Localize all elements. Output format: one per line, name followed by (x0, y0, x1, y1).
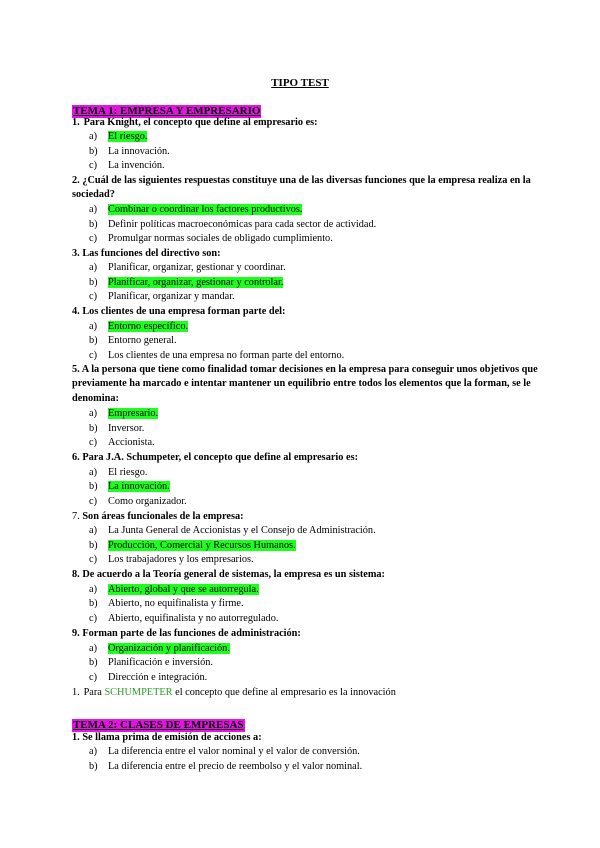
option-text-correct: El riesgo. (108, 131, 148, 142)
option-letter: a) (89, 408, 97, 419)
option-6c (89, 495, 187, 509)
option-7a (89, 524, 376, 538)
option-letter: a) (89, 643, 97, 654)
question-number: 4. (72, 306, 80, 317)
option-text: Abierto, no equifinalista y firme. (108, 598, 244, 609)
option-text: Definir políticas macroeconómicas para cada sector de actividad. (108, 219, 377, 230)
note-highlight: SCHUMPETER (104, 687, 173, 698)
question-text: ¿Cuál de las siguientes respuestas constituye una de las diversas funciones que la empresa realiza en la sociedad? (72, 175, 531, 201)
option-4a (89, 320, 188, 334)
section-heading-tema-1 (72, 101, 261, 117)
option-letter: a) (89, 321, 97, 332)
option-text: La innovación. (108, 146, 170, 157)
question-text: Las funciones del directivo son: (82, 248, 221, 259)
page-title: TIPO TEST (271, 77, 329, 89)
option-text-correct: Empresario. (108, 408, 159, 419)
option-letter: b) (89, 146, 98, 157)
question-text: Los clientes de una empresa forman parte del: (82, 306, 286, 317)
option-letter: a) (89, 525, 97, 536)
question-8 (72, 568, 542, 582)
option-text: Planificar, organizar y mandar. (108, 291, 235, 302)
option-letter: a) (89, 584, 97, 595)
option-text: Inversor. (108, 423, 145, 434)
option-letter: a) (89, 746, 97, 757)
option-text: Los clientes de una empresa no forman parte del entorno. (108, 350, 345, 361)
option-letter: c) (89, 350, 97, 361)
option-letter: c) (89, 437, 97, 448)
tema2-question-1 (72, 731, 542, 745)
note-prefix: Para (83, 687, 102, 698)
option-6a (89, 466, 147, 480)
question-9 (72, 627, 542, 641)
option-text-correct: Combinar o coordinar los factores productivos. (108, 204, 303, 215)
option-4c (89, 349, 344, 363)
option-1c (89, 159, 165, 173)
question-text: Se llama prima de emisión de acciones a: (82, 732, 262, 743)
option-text: Planificación e inversión. (108, 657, 213, 668)
question-2 (72, 174, 542, 203)
option-text: La invención. (108, 160, 165, 171)
option-letter: a) (89, 204, 97, 215)
question-1 (72, 116, 542, 130)
option-8a (89, 583, 259, 597)
option-letter: a) (89, 131, 97, 142)
option-letter: b) (89, 657, 98, 668)
option-letter: b) (89, 598, 98, 609)
section-label: TEMA 2: CLASES DE EMPRESAS (73, 719, 244, 731)
option-7c (89, 553, 254, 567)
option-text-correct: Producción, Comercial y Recursos Humanos. (108, 540, 296, 551)
option-9a (89, 642, 230, 656)
option-1b (89, 145, 170, 159)
question-3 (72, 247, 542, 261)
option-letter: c) (89, 291, 97, 302)
question-number: 1. (72, 732, 80, 743)
option-8b (89, 597, 244, 611)
option-text: Accionista. (108, 437, 155, 448)
option-text-correct: Planificar, organizar, gestionar y controlar. (108, 277, 284, 288)
option-letter: b) (89, 219, 98, 230)
option-letter: a) (89, 467, 97, 478)
option-letter: b) (89, 761, 98, 772)
option-5a (89, 407, 158, 421)
option-text-correct: Organización y planificación. (108, 643, 230, 654)
option-text: El riesgo. (108, 467, 148, 478)
option-text-correct: La innovación. (108, 481, 170, 492)
option-3c (89, 290, 235, 304)
option-letter: c) (89, 554, 97, 565)
question-text: Para Knight, el concepto que define al empresario es: (83, 117, 318, 128)
question-number: 9. (72, 628, 80, 639)
question-text: Son áreas funcionales de la empresa: (82, 511, 244, 522)
option-text: Los trabajadores y los empresarios. (108, 554, 254, 565)
question-5 (72, 363, 542, 406)
option-text-correct: Entorno específico. (108, 321, 189, 332)
option-8c (89, 612, 278, 626)
option-letter: c) (89, 613, 97, 624)
option-text: Dirección e integración. (108, 672, 208, 683)
question-6 (72, 451, 542, 465)
question-number: 6. (72, 452, 80, 463)
option-3b (89, 276, 283, 290)
option-letter: a) (89, 262, 97, 273)
question-number: 5. (72, 364, 80, 375)
option-2c (89, 232, 333, 246)
question-7 (72, 510, 542, 524)
tema2-option-b (89, 760, 362, 774)
question-text: De acuerdo a la Teoría general de sistemas, la empresa es un sistema: (82, 569, 385, 580)
option-letter: c) (89, 233, 97, 244)
option-text: Abierto, equifinalista y no autorregulado. (108, 613, 279, 624)
option-7b (89, 539, 296, 553)
option-6b (89, 480, 170, 494)
note-suffix: el concepto que define al empresario es la innovación (175, 687, 396, 698)
option-letter: b) (89, 277, 98, 288)
option-5b (89, 422, 144, 436)
option-2a (89, 203, 302, 217)
option-3a (89, 261, 286, 275)
option-letter: c) (89, 160, 97, 171)
option-text: Como organizador. (108, 496, 187, 507)
question-number: 2. (72, 175, 80, 186)
option-9b (89, 656, 213, 670)
option-text: La Junta General de Accionistas y el Consejo de Administración. (108, 525, 376, 536)
option-letter: c) (89, 672, 97, 683)
option-4b (89, 334, 177, 348)
option-text: La diferencia entre el precio de reembolso y el valor nominal. (108, 761, 363, 772)
option-letter: b) (89, 481, 98, 492)
option-text-correct: Abierto, global y que se autorregula. (108, 584, 259, 595)
tema2-option-a (89, 745, 360, 759)
option-1a (89, 130, 147, 144)
question-4 (72, 305, 542, 319)
question-number: 7. (72, 511, 80, 522)
option-letter: c) (89, 496, 97, 507)
section-label: TEMA 1: EMPRESA Y EMPRESARIO (73, 105, 261, 117)
option-text: La diferencia entre el valor nominal y el valor de conversión. (108, 746, 360, 757)
option-5c (89, 436, 155, 450)
question-number: 3. (72, 248, 80, 259)
option-letter: b) (89, 335, 98, 346)
section-heading-tema-2 (72, 715, 245, 731)
option-letter: b) (89, 540, 98, 551)
option-text: Promulgar normas sociales de obligado cumplimiento. (108, 233, 333, 244)
question-number: 8. (72, 569, 80, 580)
option-9c (89, 671, 207, 685)
option-text: Entorno general. (108, 335, 177, 346)
question-text: A la persona que tiene como finalidad tomar decisiones en la empresa para conseguir unos objetivos que previamente ha marcado e intentar mantener un equilibrio entre todos los elementos que la forman, se le denomina: (72, 364, 538, 404)
note-line (72, 686, 542, 700)
note-number: 1. (72, 687, 80, 698)
question-number: 1. (72, 117, 80, 128)
option-letter: b) (89, 423, 98, 434)
option-text: Planificar, organizar, gestionar y coordinar. (108, 262, 286, 273)
question-text: Para J.A. Schumpeter, el concepto que define al empresario es: (82, 452, 359, 463)
option-2b (89, 218, 376, 232)
question-text: Forman parte de las funciones de administración: (82, 628, 301, 639)
